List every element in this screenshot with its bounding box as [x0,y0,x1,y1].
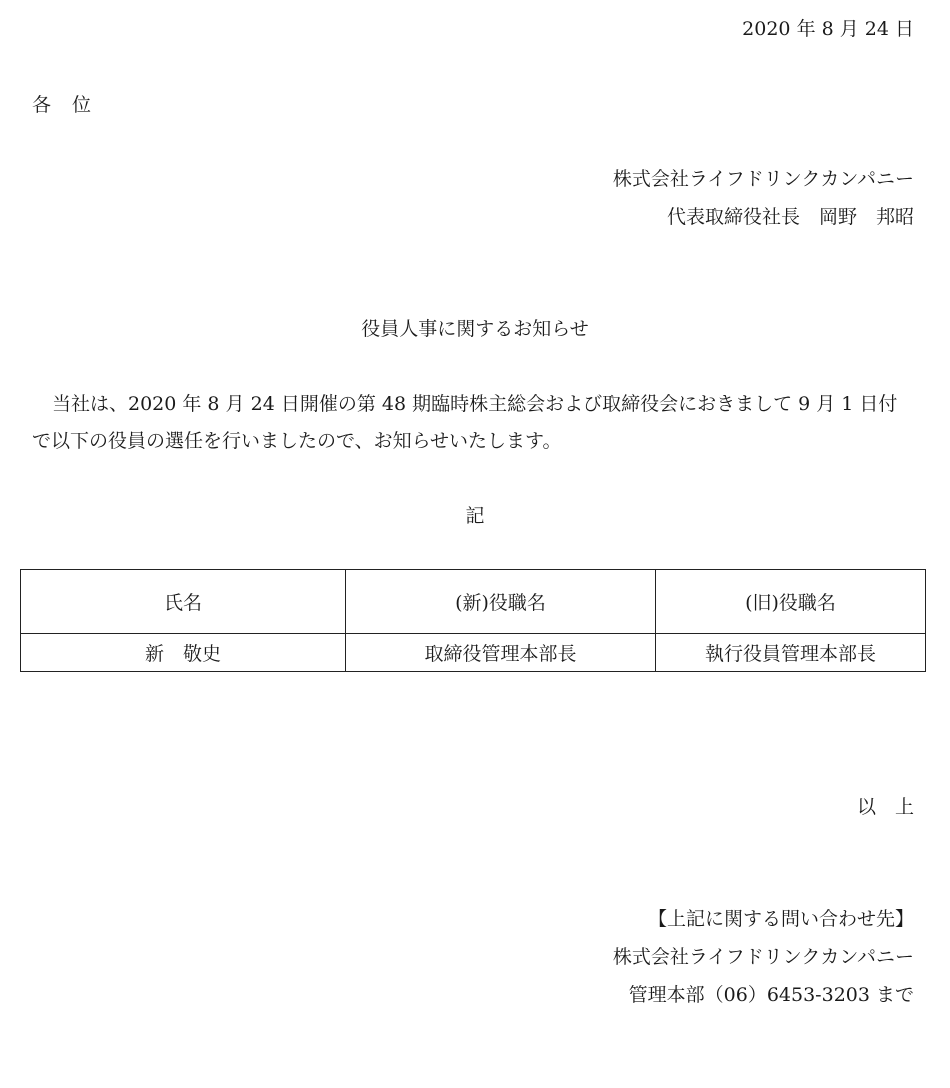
document-title: 役員人事に関するお知らせ [361,318,589,340]
header-new-position: (新)役職名 [346,570,656,634]
ki-heading: 記 [465,505,485,527]
officer-table [20,569,926,672]
table-header-row [21,570,926,634]
issuer-company: 株式会社ライフドリンクカンパニー [612,168,914,190]
addressee: 各 位 [32,94,93,116]
body-paragraph: 当社は、2020 年 8 月 24 日開催の第 48 期臨時株主総会および取締役会におきまして 9 月 1 日付で以下の役員の選任を行いましたので、お知らせいたします。 [32,393,898,452]
officer-old-position: 執行役員管理本部長 [656,634,926,672]
officer-new-position: 取締役管理本部長 [346,634,656,672]
header-old-position: (旧)役職名 [656,570,926,634]
table-row [21,634,926,672]
header-name: 氏名 [21,570,346,634]
contact-heading: 【上記に関する問い合わせ先】 [647,908,914,930]
contact-department: 管理本部（06）6453-3203 まで [628,984,914,1006]
issuer-representative: 代表取締役社長 岡野 邦昭 [666,206,914,228]
officer-name: 新 敬史 [21,634,346,672]
closing-mark: 以 上 [856,796,914,818]
contact-company: 株式会社ライフドリンクカンパニー [612,946,914,968]
document-date: 2020 年 8 月 24 日 [742,18,914,40]
